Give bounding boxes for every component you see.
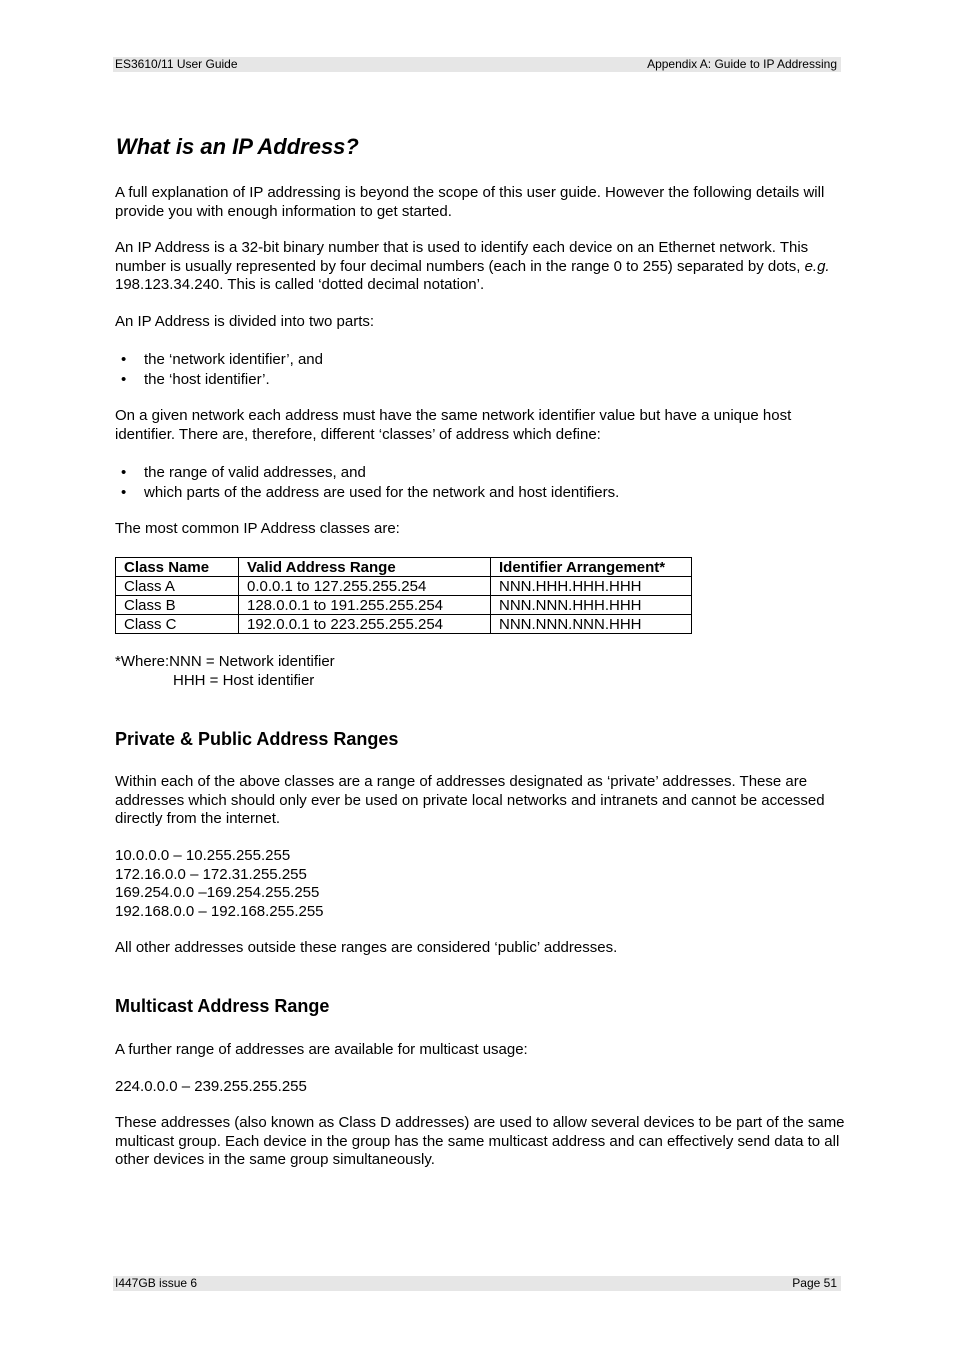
intro-p2-before: An IP Address is a 32-bit binary number that is used to identify each device on an Ethernet network. This number is usually represented by four decimal numbers (each in the range 0 to 255) separated by dots, (115, 239, 809, 275)
ip-classes-table (115, 557, 692, 634)
multicast-range: 224.0.0.0 – 239.255.255.255 (115, 1078, 307, 1095)
intro-paragraph-4: On a given network each address must have the same network identifier value but have a unique host identifier. There are, therefore, different ‘classes’ of address which define: (115, 407, 792, 443)
intro-paragraph-5: The most common IP Address classes are: (115, 520, 400, 537)
column-header: Valid Address Range (239, 558, 491, 577)
list-item: • the range of valid addresses, and (115, 463, 619, 483)
table-cell: NNN.HHH.HHH.HHH (491, 577, 692, 596)
list-item: • which parts of the address are used for the network and host identifiers. (115, 483, 619, 503)
table-footnote (115, 652, 335, 690)
page-title: What is an IP Address? (116, 134, 359, 159)
list-item: • the ‘network identifier’, and (115, 350, 323, 370)
header-section-title: Appendix A: Guide to IP Addressing (647, 57, 837, 71)
address-range: 192.168.0.0 – 192.168.255.255 (115, 902, 324, 920)
header-doc-title: ES3610/11 User Guide (115, 57, 238, 71)
footnote-line: *Where:NNN = Network identifier (115, 653, 335, 670)
table-cell: NNN.NNN.HHH.HHH (491, 596, 692, 615)
public-paragraph: All other addresses outside these ranges are considered ‘public’ addresses. (115, 939, 618, 956)
address-range: 10.0.0.0 – 10.255.255.255 (115, 847, 291, 864)
list-item: • the ‘host identifier’. (115, 370, 323, 390)
footnote-line: HHH = Host identifier (173, 672, 315, 689)
address-range: 169.254.0.0 –169.254.255.255 (115, 884, 320, 901)
intro-paragraph-2 (115, 239, 845, 295)
page-footer (113, 1276, 841, 1291)
table-cell: Class B (116, 596, 239, 615)
table-cell: NNN.NNN.NNN.HHH (491, 615, 692, 634)
private-paragraph: Within each of the above classes are a range of addresses designated as ‘private’ addresses. These are addresses which should only ever be used on private local networks and intranets and cannot be accessed directly from the internet. (115, 773, 825, 827)
table-header-row (116, 558, 692, 577)
intro-paragraph-1: A full explanation of IP addressing is beyond the scope of this user guide. However the following details will provide you with enough information to get started. (115, 184, 825, 220)
table-row (116, 596, 692, 615)
table-cell: Class A (116, 577, 239, 596)
intro-paragraph-3: An IP Address is divided into two parts: (115, 313, 375, 330)
table-cell: 192.0.0.1 to 223.255.255.254 (239, 615, 491, 634)
column-header: Identifier Arrangement* (491, 558, 692, 577)
intro-p2-em: e.g. (804, 257, 830, 275)
multicast-heading: Multicast Address Range (115, 996, 330, 1016)
table-cell: 0.0.0.1 to 127.255.255.254 (239, 577, 491, 596)
table-row (116, 577, 692, 596)
table-row (116, 615, 692, 634)
multicast-paragraph-1: A further range of addresses are available for multicast usage: (115, 1041, 528, 1058)
table-cell: 128.0.0.1 to 191.255.255.254 (239, 596, 491, 615)
intro-p2-after: 198.123.34.240. This is called ‘dotted decimal notation’. (115, 276, 485, 293)
parts-list (115, 350, 323, 389)
private-heading: Private & Public Address Ranges (115, 729, 399, 749)
multicast-paragraph-2: These addresses (also known as Class D addresses) are used to allow several devices to be part of the same multicast group. Each device in the group has the same multicast address and can effectively send data to all other devices in the same group simultaneously. (115, 1114, 845, 1168)
footer-page-number: Page 51 (792, 1276, 837, 1290)
defines-list (115, 463, 619, 502)
private-ranges (115, 847, 845, 921)
table-cell: Class C (116, 615, 239, 634)
address-range: 172.16.0.0 – 172.31.255.255 (115, 865, 307, 883)
page-header (113, 57, 841, 72)
footer-issue: I447GB issue 6 (115, 1276, 198, 1290)
column-header: Class Name (116, 558, 239, 577)
